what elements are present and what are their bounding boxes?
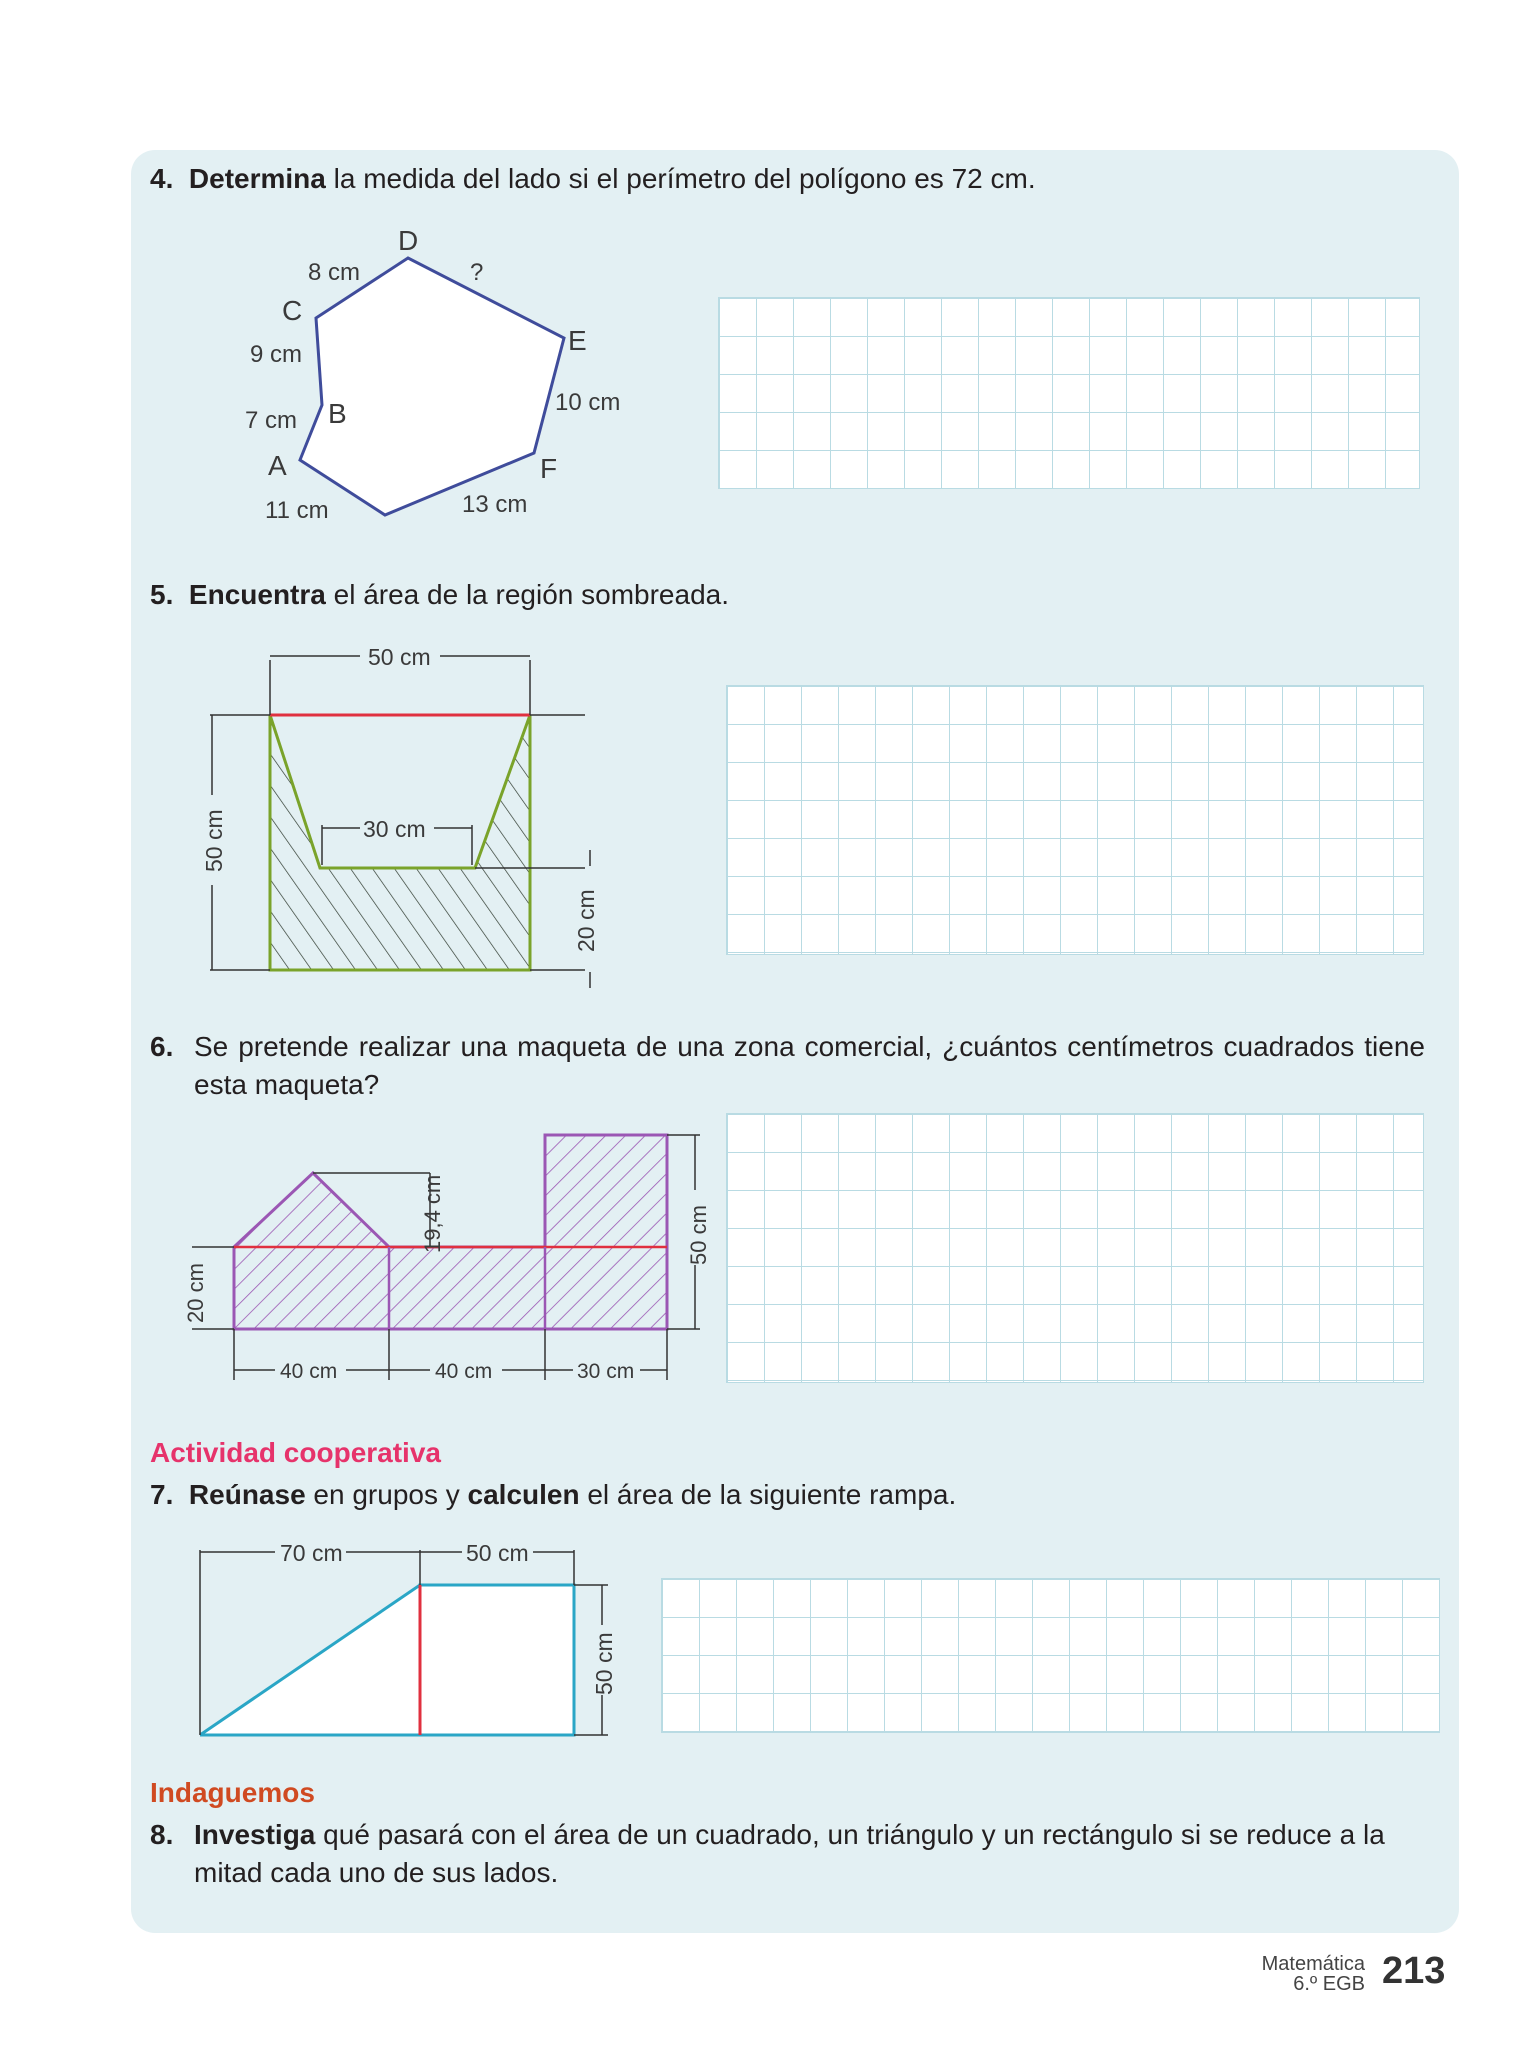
dim-left-label: 50 cm	[201, 809, 227, 872]
footer-subject	[1262, 1954, 1365, 1994]
question-text-mid: en grupos y	[305, 1479, 468, 1510]
question-number: 7.	[150, 1479, 174, 1510]
page-number: 213	[1382, 1950, 1446, 1992]
polygon-shape	[300, 258, 564, 515]
dim-triangle-height-label: 19,4 cm	[420, 1174, 445, 1253]
polygon-figure	[230, 220, 650, 530]
dim-base-3-label: 30 cm	[577, 1360, 635, 1383]
question-6	[150, 1028, 1425, 1104]
side-ab-label: 7 cm	[245, 407, 298, 434]
shaded-region-figure	[190, 640, 610, 1000]
vertex-f-label: F	[540, 453, 558, 484]
dim-ramp-height-label: 50 cm	[591, 1632, 617, 1695]
vertex-d-label: D	[398, 225, 419, 256]
question-text: la medida del lado si el perímetro del polígono es 72 cm.	[325, 163, 1036, 194]
question-4	[150, 160, 1430, 198]
question-text: Se pretende realizar una maqueta de una zona comercial, ¿cuántos centímetros cuadrados tiene esta maqueta?	[194, 1031, 1425, 1100]
answer-grid-6[interactable]	[726, 1113, 1424, 1383]
side-gf-label: 13 cm	[462, 491, 528, 518]
answer-grid-4[interactable]	[718, 297, 1420, 489]
footer-grade: 6.º EGB	[1293, 1973, 1365, 1995]
dim-right-height-label: 50 cm	[686, 1205, 711, 1265]
question-number: 4.	[150, 163, 174, 194]
shaded-region	[270, 715, 530, 970]
question-verb: Investiga	[194, 1819, 316, 1850]
vertex-a-label: A	[268, 450, 287, 481]
model-shape	[234, 1135, 667, 1329]
cooperative-activity-title: Actividad cooperativa	[150, 1437, 441, 1468]
commercial-model-figure	[180, 1125, 730, 1385]
side-de-label: ?	[470, 259, 484, 286]
question-number: 5.	[150, 579, 174, 610]
vertex-e-label: E	[568, 325, 587, 356]
side-bc-label: 9 cm	[250, 341, 303, 368]
dim-base-2-label: 40 cm	[435, 1360, 493, 1383]
dim-top-label: 50 cm	[368, 644, 431, 670]
question-text: qué pasará con el área de un cuadrado, un triángulo y un rectángulo si se reduce a la mitad cada uno de sus lados.	[194, 1819, 1385, 1888]
answer-grid-7[interactable]	[661, 1578, 1440, 1733]
question-verb-1: Reúnase	[188, 1479, 306, 1510]
side-cd-label: 8 cm	[308, 259, 361, 286]
dim-ramp-width-label: 70 cm	[280, 1540, 343, 1566]
dim-inner-label: 30 cm	[363, 816, 426, 842]
vertex-b-label: B	[328, 398, 347, 429]
side-ag-label: 11 cm	[265, 497, 329, 524]
dim-right-label: 20 cm	[573, 889, 599, 952]
dim-rect-width-label: 50 cm	[466, 1540, 529, 1566]
question-verb: Encuentra	[188, 579, 326, 610]
question-number: 6.	[150, 1031, 174, 1062]
vertex-c-label: C	[282, 295, 303, 326]
dim-base-1-label: 40 cm	[280, 1360, 338, 1383]
ramp-rectangle	[420, 1585, 574, 1735]
ramp-figure	[190, 1535, 630, 1750]
question-5	[150, 576, 1430, 614]
question-7	[150, 1476, 1430, 1514]
footer-subject-name: Matemática	[1261, 1953, 1365, 1975]
inquiry-title: Indaguemos	[150, 1777, 315, 1808]
side-ef-label: 10 cm	[555, 389, 621, 416]
question-number: 8.	[150, 1819, 174, 1850]
question-text: el área de la siguiente rampa.	[579, 1479, 957, 1510]
question-verb-2: calculen	[467, 1479, 580, 1510]
question-text: el área de la región sombreada.	[325, 579, 730, 610]
question-verb: Determina	[188, 163, 326, 194]
answer-grid-5[interactable]	[726, 685, 1424, 955]
question-8	[150, 1816, 1440, 1892]
dim-left-height-label: 20 cm	[183, 1263, 208, 1323]
